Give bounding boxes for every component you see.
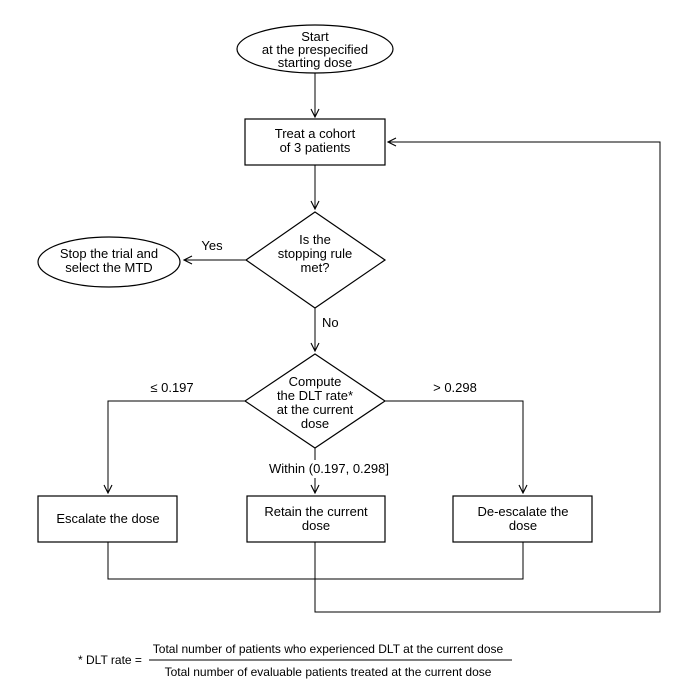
deescalate-label-line1: De-escalate the xyxy=(477,504,569,519)
retain-label-line2: dose xyxy=(301,518,331,533)
stopping-rule-label-line2: stopping rule xyxy=(277,246,353,261)
deescalate-label-line2: dose xyxy=(508,518,538,533)
deescalate-condition-label: > 0.298 xyxy=(433,380,477,395)
start-node-label-line3: starting dose xyxy=(277,55,353,70)
start-node-label-line1: Start xyxy=(301,29,329,44)
compute-dlt-label-line2: the DLT rate* xyxy=(276,388,354,403)
start-node-label-line2: at the prespecified xyxy=(261,42,369,57)
edge-escalate-branch xyxy=(108,401,245,493)
stop-mtd-label-line1: Stop the trial and xyxy=(59,246,159,261)
no-label: No xyxy=(322,315,339,330)
treat-cohort-label-line2: of 3 patients xyxy=(279,140,351,155)
compute-dlt-label-line4: dose xyxy=(300,416,330,431)
yes-label: Yes xyxy=(201,238,223,253)
treat-cohort-label-line1: Treat a cohort xyxy=(274,126,356,141)
compute-dlt-label-line3: at the current xyxy=(276,402,354,417)
footnote-prefix: * DLT rate = xyxy=(78,653,142,667)
stop-mtd-label-line2: select the MTD xyxy=(65,260,153,275)
stopping-rule-label-line3: met? xyxy=(300,260,330,275)
stopping-rule-label-line1: Is the xyxy=(299,232,331,247)
footnote-denominator: Total number of evaluable patients treated at the current dose xyxy=(164,665,492,679)
footnote-numerator: Total number of patients who experienced DLT at the current dose xyxy=(152,642,504,656)
edge-deescalate-branch xyxy=(385,401,523,493)
compute-dlt-label-line1: Compute xyxy=(288,374,342,389)
escalate-label: Escalate the dose xyxy=(56,511,160,526)
retain-condition-label: Within (0.197, 0.298] xyxy=(269,461,389,476)
escalate-condition-label: ≤ 0.197 xyxy=(150,380,194,395)
retain-label-line1: Retain the current xyxy=(264,504,368,519)
